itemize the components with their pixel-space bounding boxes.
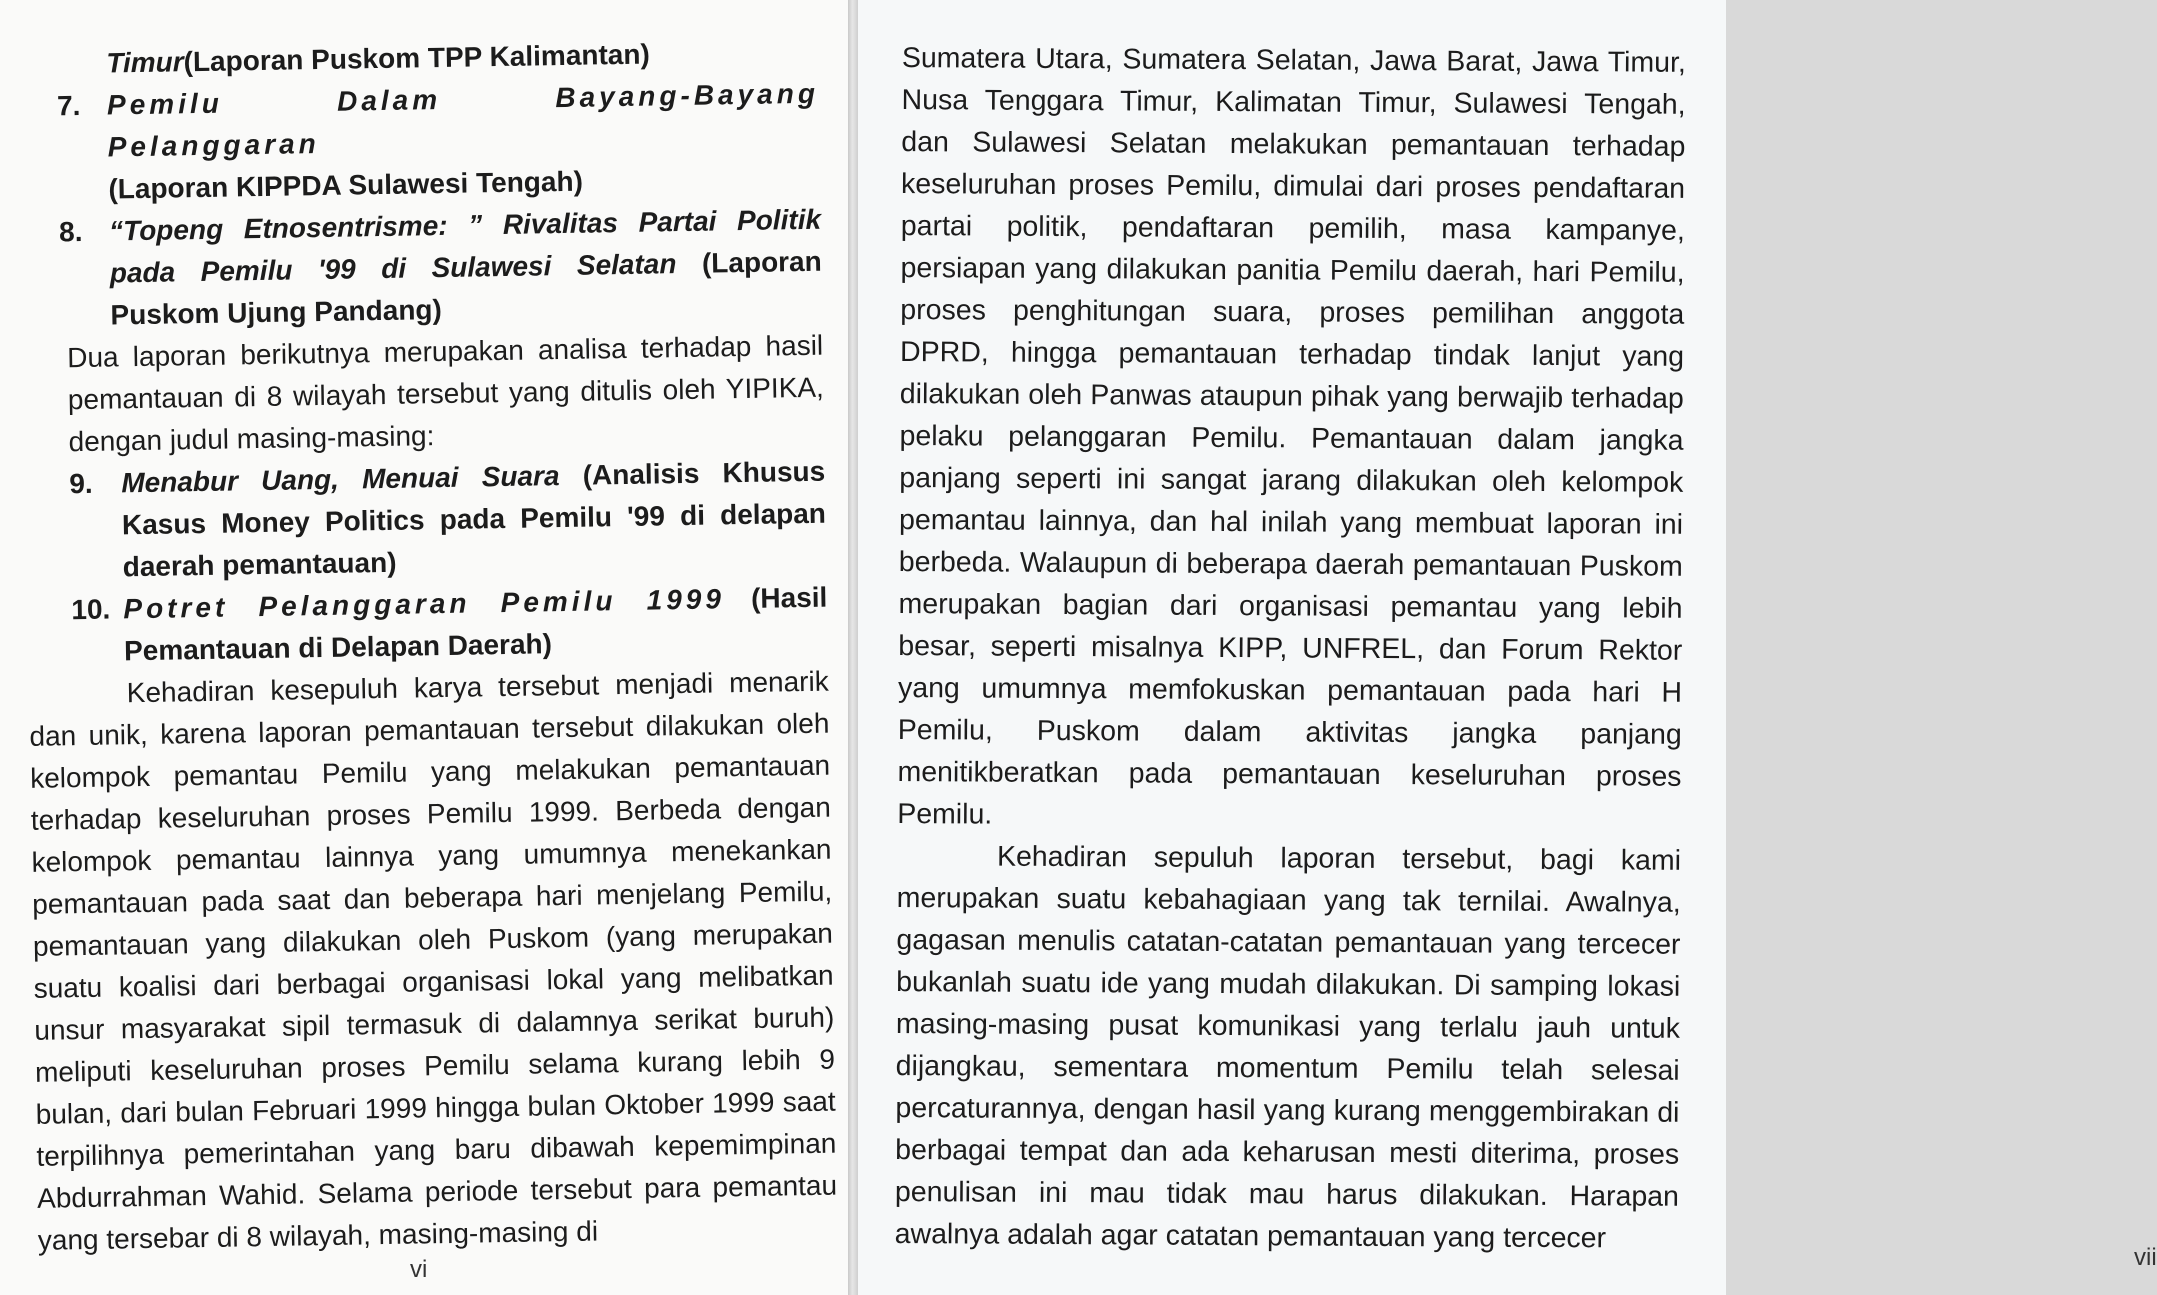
list-item-9 — [25, 451, 827, 590]
item7-number: 7. — [56, 89, 81, 122]
list-item-8 — [21, 199, 823, 338]
item9-title: Menabur Uang, Menuai Suara — [121, 460, 560, 499]
item9-number: 9. — [69, 467, 93, 500]
item6-tail-source: (Laporan Puskom TPP Kalimantan) — [183, 38, 651, 78]
item8-title: “Topeng Etnosentrisme: ” Rivalitas Partai Politik pada Pemilu '99 di Sulawesi Selatan — [108, 203, 822, 289]
item6-tail-italic: Timur — [106, 46, 184, 79]
body-paragraph: Kehadiran sepuluh laporan tersebut, bagi kami merupakan suatu kebahagiaan yang tak ternilai. Awalnya, gagasan menulis catatan-catatan pemantauan yang tercecer bukanlah suatu ide yang mudah dilakukan. Di samping lokasi masing-masing pusat komunikasi yang terlalu jauh untuk dijangkau, sementara momentum Pemilu telah selesai percaturannya, dengan hasil yang kurang menggembirakan di berbagai tempat dan ada keharusan mesti diterima, proses penulisan ini mau tidak mau harus dilakukan. Harapan awalnya adalah agar catatan pemantauan yang tercecer — [894, 840, 1682, 1255]
item10-source: (Hasil Pemantauan di Delapan Daerah) — [123, 581, 828, 667]
item8-source: (Laporan Puskom Ujung Pandang) — [110, 245, 822, 331]
body-paragraph: Kehadiran kesepuluh karya tersebut menjadi menarik dan unik, karena laporan pemantauan tersebut dilakukan oleh kelompok pemantau Pemilu yang melakukan pemantauan terhadap keseluruhan proses Pemilu 1999. Berbeda dengan kelompok pemantau lainnya yang umumnya menekankan pemantauan pada saat dan beberapa hari menjelang Pemilu, pemantauan yang dilakukan oleh Puskom (yang merupakan suatu koalisi dari berbagai organisasi lokal yang melibatkan unsur masyarakat sipil termasuk di dalamnya serikat buruh) meliputi keseluruhan proses Pemilu selama kurang lebih 9 bulan, dari bulan Februari 1999 hingga bulan Oktober 1999 saat terpilihnya pemerintahan yang baru dibawah kepemimpinan Abdurrahman Wahid. Selama periode tersebut para pemantau yang tersebar di 8 wilayah, masing-masing di — [29, 665, 838, 1256]
page-number: vii — [2134, 1244, 2157, 1271]
list-item-7 — [19, 73, 821, 212]
item8-number: 8. — [58, 215, 83, 248]
item10-title: Potret Pelanggaran Pemilu 1999 — [123, 583, 726, 625]
book-gutter — [848, 0, 858, 1295]
item9-source: (Analisis Khusus Kasus Money Politics pada Pemilu '99 di delapan daerah pemantauan) — [121, 455, 827, 583]
list-item-10 — [27, 577, 828, 674]
body-paragraph: Sumatera Utara, Sumatera Selatan, Jawa Barat, Jawa Timur, Nusa Tenggara Timur, Kalimatan Timur, Sulawesi Tengah, dan Sulawesi Selatan melakukan pemantauan terhadap keseluruhan proses Pemilu, dimulai dari proses pendaftaran partai politik, pendaftaran pemilih, masa kampanye, persiapan yang dilakukan panitia Pemilu daerah, hari Pemilu, proses penghitungan suara, proses pemilihan anggota DPRD, hingga pemantauan terhadap tindak lanjut yang dilakukan oleh Panwas ataupun pihak yang berwajib terhadap pelaku pelanggaran Pemilu. Pemantauan dalam jangka panjang seperti ini sangat jarang dilakukan oleh kelompok pemantau lainnya, dan hal inilah yang membuat laporan ini berbeda. Walaupun di beberapa daerah pemantauan Puskom merupakan bagian dari organisasi pemantau yang lebih besar, seperti misalnya KIPP, UNFREL, dan Forum Rektor yang umumnya memfokuskan pemantauan pada hari H Pemilu, Puskom dalam aktivitas jangka panjang menitikberatkan pada pemantauan keseluruhan proses Pemilu. — [897, 41, 1686, 831]
item7-source: (Laporan KIPPDA Sulawesi Tengah) — [108, 165, 584, 205]
item7-title: Pemilu Dalam Bayang-Bayang Pelanggaran — [106, 77, 820, 163]
right-page — [858, 0, 2157, 1295]
right-page-text — [895, 37, 1686, 1260]
intro-paragraph: Dua laporan berikutnya merupakan analisa terhadap hasil pemantauan di 8 wilayah tersebut yang ditulis oleh YIPIKA, dengan judul masing-masing: — [66, 329, 825, 458]
left-page — [0, 0, 848, 1295]
left-page-text — [18, 31, 838, 1262]
item10-number: 10. — [71, 593, 111, 626]
page-number: vi — [410, 1256, 428, 1283]
